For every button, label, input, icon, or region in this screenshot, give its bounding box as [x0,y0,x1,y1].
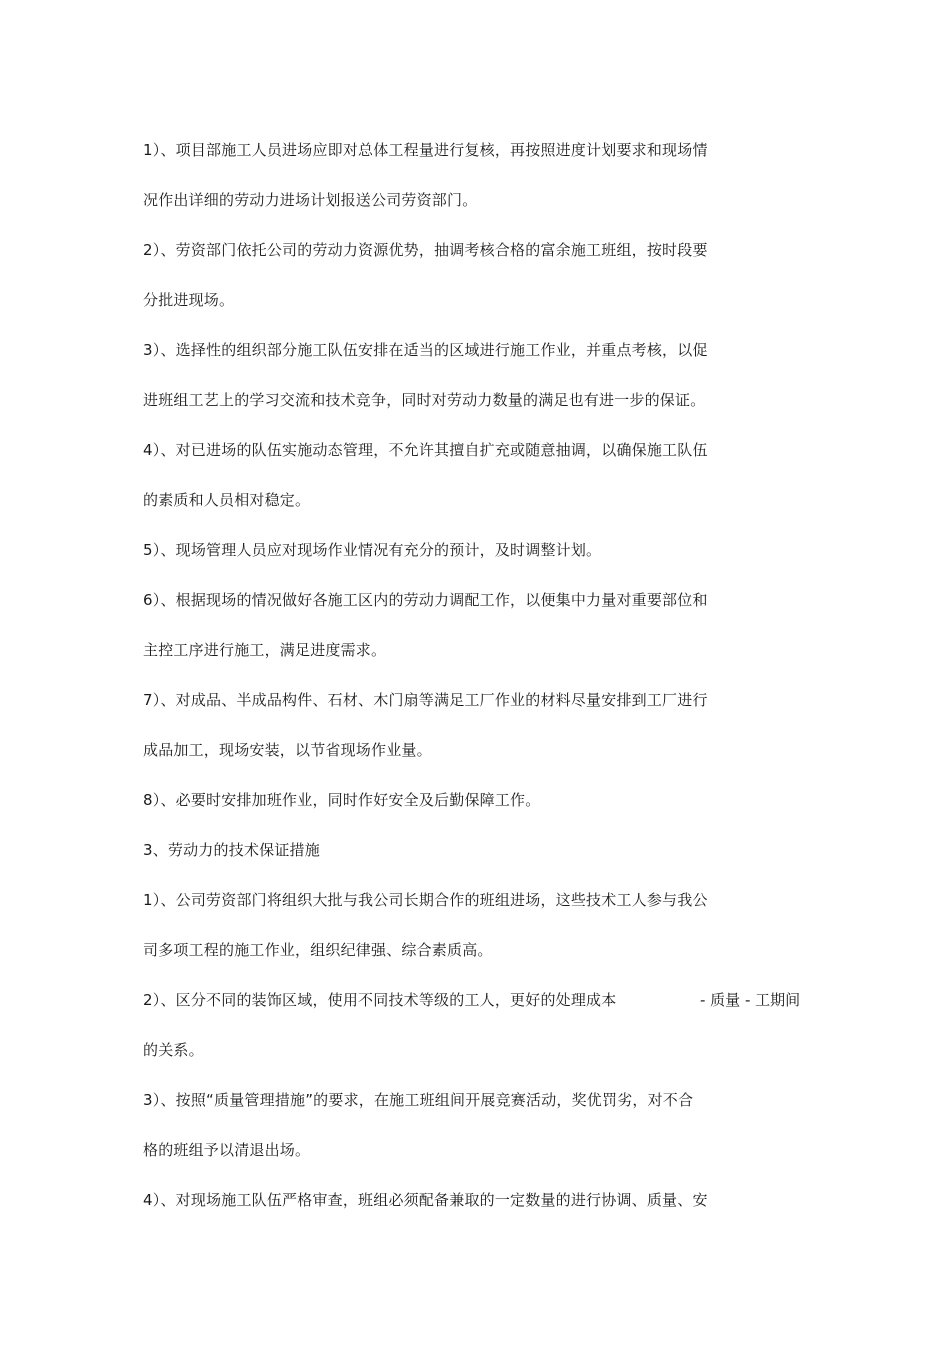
text-line-7: 4）、对已进场的队伍实施动态管理，不允许其擅自扩充或随意抽调，以确保施工队伍 [143,441,708,459]
text-line-22: 4）、对现场施工队伍严格审查，班组必须配备兼取的一定数量的进行协调、质量、安 [143,1191,708,1209]
text-line-3: 2）、劳资部门依托公司的劳动力资源优势，抽调考核合格的富余施工班组，按时段要 [143,241,708,259]
text-line-9: 5）、现场管理人员应对现场作业情况有充分的预计，及时调整计划。 [143,541,602,559]
text-line-19: 的关系。 [143,1041,204,1059]
text-line-4: 分批进现场。 [143,291,235,309]
text-line-11: 主控工序进行施工，满足进度需求。 [143,641,387,659]
text-line-5: 3）、选择性的组织部分施工队伍安排在适当的区域进行施工作业，并重点考核，以促 [143,341,708,359]
text-line-16: 1）、公司劳资部门将组织大批与我公司长期合作的班组进场，这些技术工人参与我公 [143,891,708,909]
text-line-21: 格的班组予以清退出场。 [143,1141,311,1159]
text-line-17: 司多项工程的施工作业，组织纪律强、综合素质高。 [143,941,493,959]
text-line-10: 6）、根据现场的情况做好各施工区内的劳动力调配工作，以便集中力量对重要部位和 [143,591,708,609]
text-line-13: 成品加工，现场安装，以节省现场作业量。 [143,741,432,759]
text-line-18-tail: - 质量 - 工期间 [700,991,801,1009]
text-line-20: 3）、按照“质量管理措施”的要求，在施工班组间开展竞赛活动，奖优罚劣，对不合 [143,1091,694,1109]
text-line-12: 7）、对成品、半成品构件、石材、木门扇等满足工厂作业的材料尽量安排到工厂进行 [143,691,708,709]
text-line-6: 进班组工艺上的学习交流和技术竞争，同时对劳动力数量的满足也有进一步的保证。 [143,391,706,409]
text-line-14: 8）、必要时安排加班作业，同时作好安全及后勤保障工作。 [143,791,541,809]
text-line-18: 2）、区分不同的装饰区域，使用不同技术等级的工人，更好的处理成本 [143,991,617,1009]
text-line-2: 况作出详细的劳动力进场计划报送公司劳资部门。 [143,191,478,209]
section-heading: 3、劳动力的技术保证措施 [143,841,320,859]
text-line-8: 的素质和人员相对稳定。 [143,491,311,509]
text-line-1: 1）、项目部施工人员进场应即对总体工程量进行复核，再按照进度计划要求和现场情 [143,141,708,159]
